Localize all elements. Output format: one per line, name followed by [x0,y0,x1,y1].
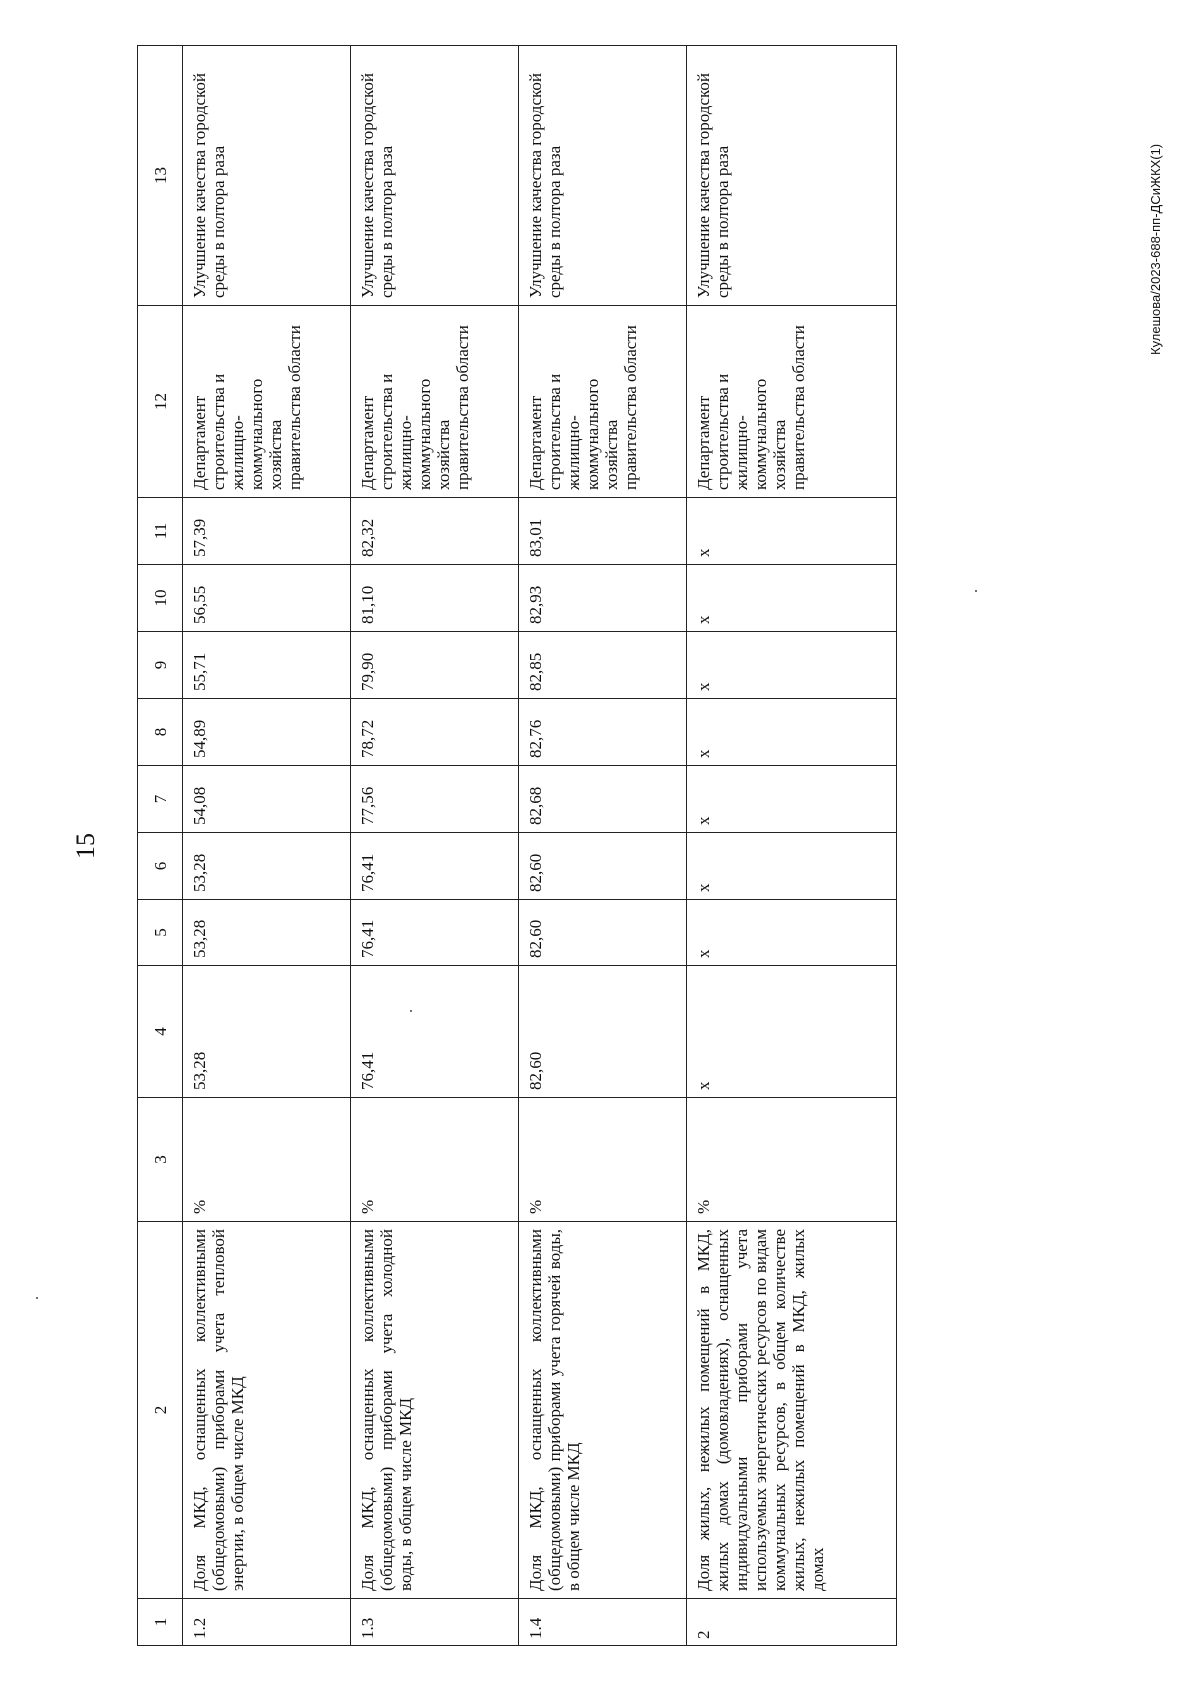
table-row [687,46,897,1646]
result-cell: Улучшение качества городской среды в полтора раза [687,46,897,306]
result-cell: Улучшение качества городской среды в полтора раза [519,46,687,306]
value-cell: 76,41 [351,900,519,966]
stamp-text: Кулешова/2023-688-пп-ДСиЖКХ(1) [1148,143,1163,355]
row-id: 1.2 [183,1599,351,1646]
header-cell: 13 [138,46,183,306]
rotated-page [71,46,1047,1646]
header-cell: 3 [138,1098,183,1222]
value-cell: 53,28 [183,966,351,1098]
value-cell: x [687,766,897,833]
result-cell: Улучшение качества городской среды в полтора раза [183,46,351,306]
header-cell: 7 [138,766,183,833]
value-cell: x [687,833,897,900]
value-cell: 77,56 [351,766,519,833]
scan-speck [36,1297,38,1299]
table-header-row [138,46,183,1646]
value-cell: x [687,699,897,766]
document-stamp [1148,125,1168,355]
header-cell: 5 [138,900,183,966]
value-cell: 55,71 [183,632,351,699]
unit-cell: % [183,1098,351,1222]
value-cell: 78,72 [351,699,519,766]
value-cell: 76,41 [351,966,519,1098]
value-cell: 54,08 [183,766,351,833]
value-cell: 57,39 [183,498,351,565]
value-cell: 82,85 [519,632,687,699]
unit-cell: % [519,1098,687,1222]
row-id: 2 [687,1599,897,1646]
indicator-name: Доля жилых, нежилых помещений в МКД, жилых домах (домовладениях), оснащенных индивидуальными приборами учета используемых энергетических ресурсов по видам коммунальных ресурсов, в общем количестве жилых, нежилых помещений в МКД, жилых домах [687,1222,897,1599]
value-cell: x [687,565,897,632]
row-id: 1.4 [519,1599,687,1646]
scan-speck [410,1010,412,1012]
value-cell: 82,60 [519,833,687,900]
result-cell: Улучшение качества городской среды в полтора раза [351,46,519,306]
header-cell: 6 [138,833,183,900]
value-cell: x [687,498,897,565]
value-cell: 54,89 [183,699,351,766]
value-cell: 83,01 [519,498,687,565]
value-cell: x [687,632,897,699]
table-row [183,46,351,1646]
value-cell: 79,90 [351,632,519,699]
responsible-cell: Департамент строительства и жилищно-коммунального хозяйства правительства области [351,306,519,498]
value-cell: 53,28 [183,833,351,900]
header-cell: 4 [138,966,183,1098]
value-cell: 82,76 [519,699,687,766]
table-row [519,46,687,1646]
header-cell: 8 [138,699,183,766]
indicator-name: Доля МКД, оснащенных коллективными (общедомовыми) приборами учета тепловой энергии, в общем числе МКД [183,1222,351,1599]
indicator-name: Доля МКД, оснащенных коллективными (общедомовыми) приборами учета горячей воды, в общем числе МКД [519,1222,687,1599]
header-cell: 11 [138,498,183,565]
value-cell: 56,55 [183,565,351,632]
page-number: 15 [71,833,100,859]
value-cell: 82,60 [519,966,687,1098]
table-row [351,46,519,1646]
responsible-cell: Департамент строительства и жилищно-коммунального хозяйства правительства области [183,306,351,498]
unit-cell: % [687,1098,897,1222]
row-id: 1.3 [351,1599,519,1646]
indicators-table [137,45,897,1646]
unit-cell: % [351,1098,519,1222]
header-cell: 9 [138,632,183,699]
value-cell: 82,32 [351,498,519,565]
value-cell: x [687,900,897,966]
value-cell: 82,68 [519,766,687,833]
header-cell: 12 [138,306,183,498]
value-cell: 76,41 [351,833,519,900]
responsible-cell: Департамент строительства и жилищно-коммунального хозяйства правительства области [687,306,897,498]
indicator-name: Доля МКД, оснащенных коллективными (общедомовыми) приборами учета холодной воды, в общем числе МКД [351,1222,519,1599]
value-cell: 82,60 [519,900,687,966]
value-cell: x [687,966,897,1098]
header-cell: 1 [138,1599,183,1646]
header-cell: 2 [138,1222,183,1599]
header-cell: 10 [138,565,183,632]
value-cell: 82,93 [519,565,687,632]
responsible-cell: Департамент строительства и жилищно-коммунального хозяйства правительства области [519,306,687,498]
scan-speck [975,590,977,592]
value-cell: 53,28 [183,900,351,966]
value-cell: 81,10 [351,565,519,632]
